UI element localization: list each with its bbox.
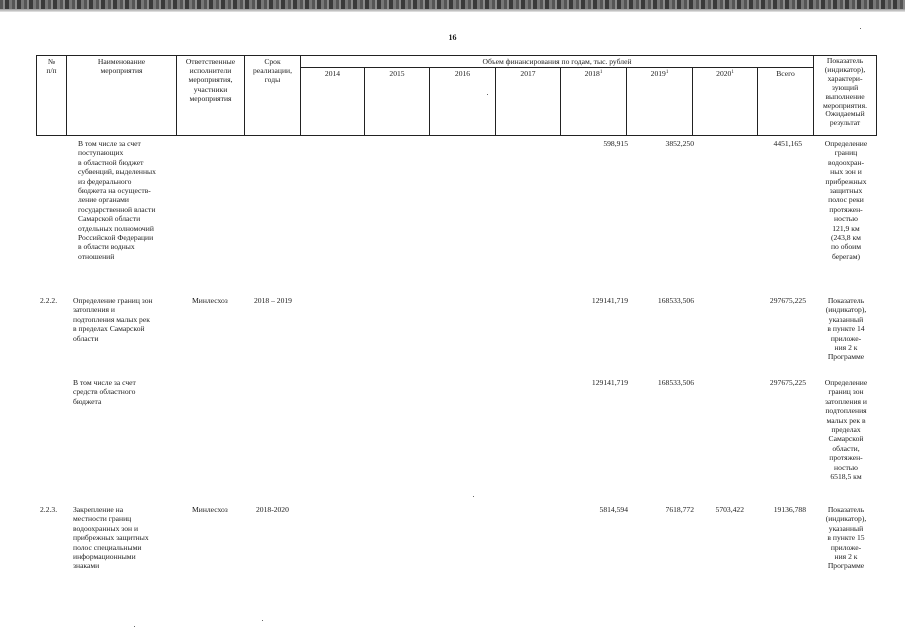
row-value-2019: 3852,250 bbox=[665, 139, 694, 148]
page-number: 16 bbox=[448, 33, 457, 42]
header-responsible: Ответственные исполнители мероприятия, участники мероприятия bbox=[177, 56, 245, 136]
header-term: Срок реализации, годы bbox=[245, 56, 301, 136]
scan-speck bbox=[262, 620, 263, 621]
row-indicator: Показатель (индикатор), указанный в пункте 15 приложе- ния 2 к Программе bbox=[825, 505, 867, 571]
header-funding-title: Объем финансирования по годам, тыс. рублей bbox=[301, 56, 814, 68]
scan-artifact-shadow bbox=[0, 9, 905, 12]
row-value-2018: 5814,594 bbox=[599, 505, 628, 514]
row-value-2019: 168533,506 bbox=[657, 296, 694, 305]
footnote-mark: 1 bbox=[599, 70, 603, 76]
row-responsible: Минлесхоз bbox=[192, 505, 228, 514]
row-value-2020: 5703,422 bbox=[715, 505, 744, 514]
row-value-total: 4451,165 bbox=[773, 139, 802, 148]
row-value-2018: 129141,719 bbox=[591, 296, 628, 305]
scan-artifact-top bbox=[0, 0, 905, 9]
header-year-2016: 2016 bbox=[430, 68, 496, 136]
row-indicator: Определение границ водоохран- ных зон и прибрежных защитных полос реки протяжен- ностью 121,9 км (243,8 км по обоим берегам) bbox=[824, 139, 868, 261]
row-name: В том числе за счет поступающих в областной бюджет субвенций, выделенных из федерального бюджета на осуществ- ление органами государственной власти Самарской области отдельных полномочий Российской Федерации в области водных отношений bbox=[78, 139, 156, 261]
row-value-2019: 7618,772 bbox=[665, 505, 694, 514]
header-total: Всего bbox=[758, 68, 814, 136]
header-year-2020: 2020$^1$ bbox=[693, 68, 758, 136]
scan-speck bbox=[860, 28, 861, 29]
row-name: Определение границ зон затопления и подтопления малых рек в пределах Самарской области bbox=[73, 296, 153, 343]
row-num: 2.2.3. bbox=[40, 505, 58, 514]
row-value-2019: 168533,506 bbox=[657, 378, 694, 387]
header-year-2014: 2014 bbox=[301, 68, 365, 136]
header-year-2017: 2017 bbox=[496, 68, 561, 136]
row-value-total: 297675,225 bbox=[769, 378, 806, 387]
row-term: 2018-2020 bbox=[256, 505, 289, 514]
footnote-mark: 1 bbox=[665, 70, 669, 76]
row-responsible: Минлесхоз bbox=[192, 296, 228, 305]
footnote-mark: 1 bbox=[731, 70, 734, 76]
row-name: Закрепление на местности границ водоохранных зон и прибрежных защитных полос специальными информационными знаками bbox=[73, 505, 149, 571]
header-name: Наименование мероприятия bbox=[67, 56, 177, 136]
row-value-2018: 598,915 bbox=[603, 139, 628, 148]
row-value-total: 297675,225 bbox=[769, 296, 806, 305]
row-term: 2018 – 2019 bbox=[254, 296, 292, 305]
row-num: 2.2.2. bbox=[40, 296, 58, 305]
header-year-2019: 2019$^1$ bbox=[627, 68, 693, 136]
row-name: В том числе за счет средств областного бюджета bbox=[73, 378, 136, 406]
row-value-total: 19136,788 bbox=[773, 505, 806, 514]
row-indicator: Показатель (индикатор), указанный в пункте 14 приложе- ния 2 к Программе bbox=[825, 296, 867, 362]
header-year-2018: 2018$^1$ bbox=[561, 68, 627, 136]
header-num: № п/п bbox=[37, 56, 67, 136]
scan-speck bbox=[473, 496, 474, 497]
header-indicator: Показатель (индикатор), характери- зующий выполнение мероприятия. Ожидаемый результат bbox=[814, 56, 877, 136]
scan-speck bbox=[487, 94, 488, 95]
table-header bbox=[36, 55, 877, 136]
scan-speck bbox=[134, 626, 135, 627]
header-year-2015: 2015 bbox=[365, 68, 430, 136]
row-value-2018: 129141,719 bbox=[591, 378, 628, 387]
row-indicator: Определение границ зон затопления и подтопления малых рек в пределах Самарской области, протяжен- ностью 6518,5 км bbox=[824, 378, 868, 482]
